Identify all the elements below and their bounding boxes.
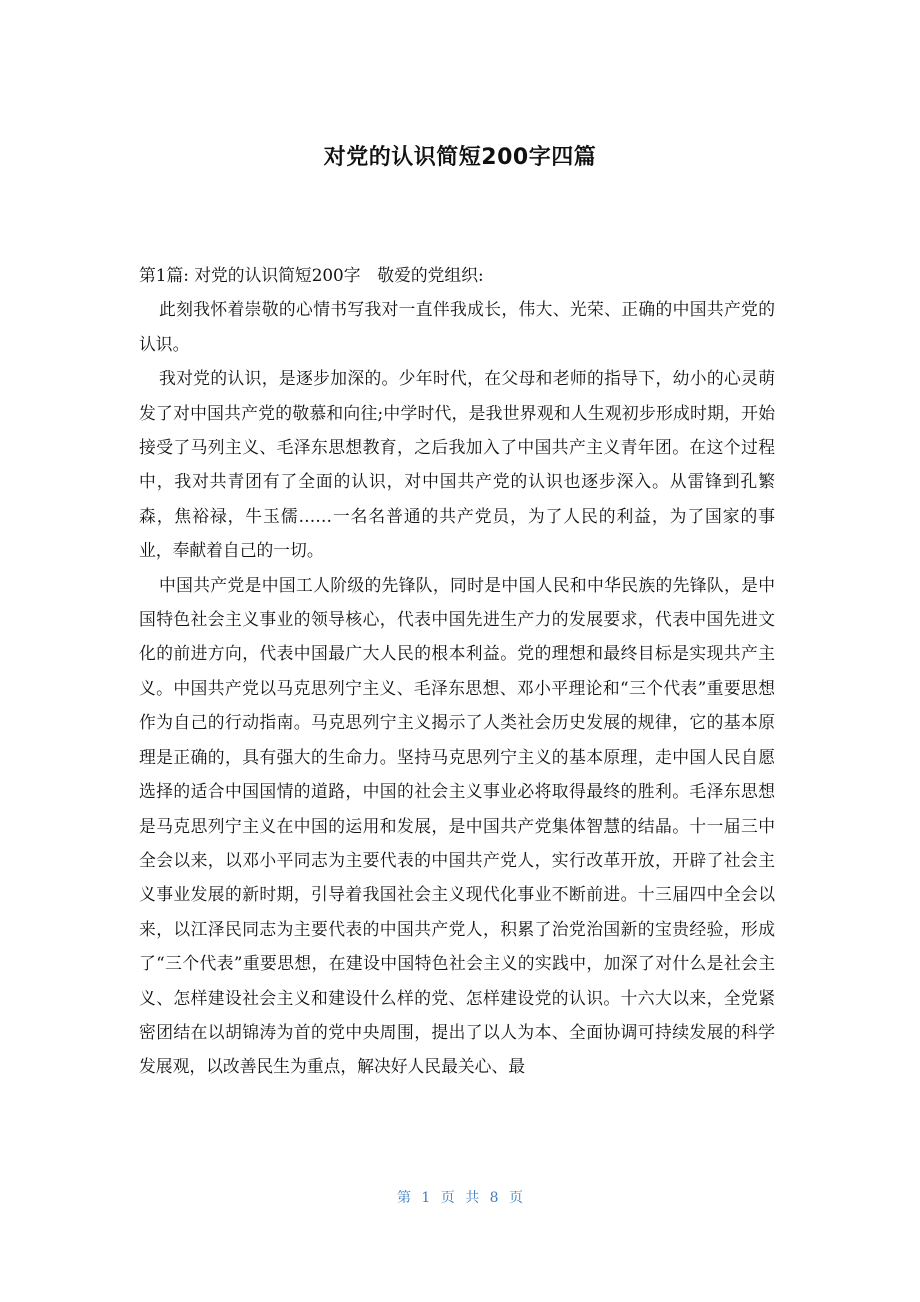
paragraph: 中国共产党是中国工人阶级的先锋队，同时是中国人民和中华民族的先锋队，是中国特色社会主义事业的领导核心，代表中国先进生产力的发展要求，代表中国先进文化的前进方向，代表中国最广大人民的根本利益。党的理想和最终目标是实现共产主义。中国共产党以马克思列宁主义、毛泽东思想、邓小平理论和“三个代表”重要思想作为自己的行动指南。马克思列宁主义揭示了人类社会历史发展的规律，它的基本原理是正确的，具有强大的生命力。坚持马克思列宁主义的基本原理，走中国人民自愿选择的适合中国国情的道路，中国的社会主义事业必将取得最终的胜利。毛泽东思想是马克思列宁主义在中国的运用和发展，是中国共产党集体智慧的结晶。十一届三中全会以来，以邓小平同志为主要代表的中国共产党人，实行改革开放，开辟了社会主义事业发展的新时期，引导着我国社会主义现代化事业不断前进。十三届四中全会以来，以江泽民同志为主要代表的中国共产党人，积累了治党治国新的宝贵经验，形成了“三个代表”重要思想，在建设中国特色社会主义的实践中，加深了对什么是社会主义、怎样建设社会主义和建设什么样的党、怎样建设党的认识。十六大以来，全党紧密团结在以胡锦涛为首的党中央周围，提出了以人为本、全面协调可持续发展的科学发展观，以改善民生为重点，解决好人民最关心、最 <box>139 574 775 1077</box>
paragraph: 我对党的认识，是逐步加深的。少年时代，在父母和老师的指导下，幼小的心灵萌发了对中国共产党的敬慕和向往;中学时代，是我世界观和人生观初步形成时期，开始接受了马列主义、毛泽东思想教育，之后我加入了中国共产主义青年团。在这个过程中，我对共青团有了全面的认识，对中国共产党的认识也逐步深入。从雷锋到孔繁森，焦裕禄，牛玉儒……一名名普通的共产党员，为了人民的利益，为了国家的事业，奉献着自己的一切。 <box>139 368 775 561</box>
document-body <box>139 258 775 1084</box>
page-number-label: 第 1 页 共 8 页 <box>396 1190 524 1206</box>
document-title: 对党的认识简短200字四篇 <box>323 145 597 170</box>
paragraph: 此刻我怀着崇敬的心情书写我对一直伴我成长，伟大、光荣、正确的中国共产党的认识。 <box>139 299 775 354</box>
section-heading: 第1篇: 对党的认识简短200字 敬爱的党组织: <box>139 265 484 285</box>
page-footer <box>0 1187 920 1207</box>
